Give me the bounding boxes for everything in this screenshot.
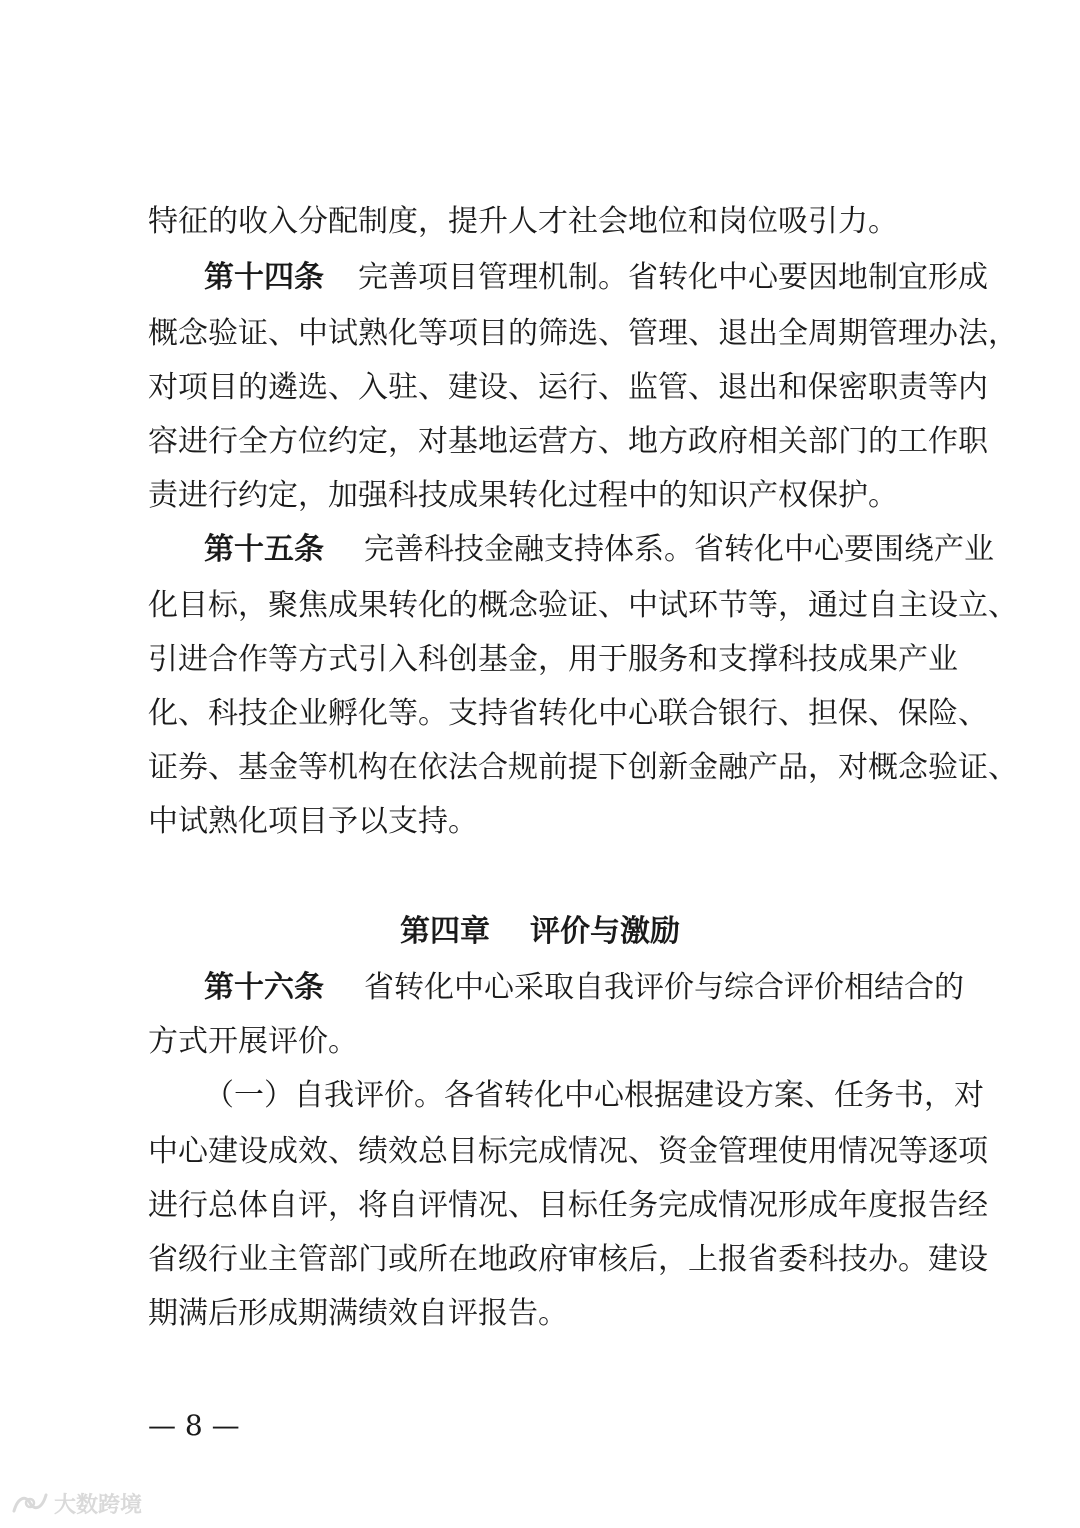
article-16-lead: 省转化中心采取自我评价与综合评价相结合的 bbox=[364, 970, 964, 1005]
article-16-label: 第十六条 bbox=[204, 970, 324, 1005]
chapter-number: 第四章 bbox=[400, 914, 490, 949]
text-line: 概念验证、中试熟化等项目的筛选、管理、退出全周期管理办法， bbox=[148, 316, 1018, 351]
text-line: 引进合作等方式引入科创基金，用于服务和支撑科技成果产业 bbox=[148, 642, 958, 677]
page-number: — 8 — bbox=[148, 1409, 240, 1442]
text-line: 化、科技企业孵化等。支持省转化中心联合银行、担保、保险、 bbox=[148, 696, 988, 731]
text-line: 期满后形成期满绩效自评报告。 bbox=[148, 1296, 568, 1331]
text-line: 中心建设成效、绩效总目标完成情况、资金管理使用情况等逐项 bbox=[148, 1134, 988, 1169]
article-15-lead: 完善科技金融支持体系。省转化中心要围绕产业 bbox=[364, 532, 994, 567]
chapter-title: 评价与激励 bbox=[530, 914, 680, 949]
article-14-label: 第十四条 bbox=[204, 260, 324, 295]
article-14-lead: 完善项目管理机制。省转化中心要因地制宜形成 bbox=[358, 260, 988, 295]
watermark-text: 大数跨境 bbox=[54, 1492, 143, 1518]
text-line: （一）自我评价。各省转化中心根据建设方案、任务书，对 bbox=[204, 1078, 984, 1113]
watermark-logo-icon bbox=[10, 1489, 50, 1517]
text-line: 中试熟化项目予以支持。 bbox=[148, 804, 478, 839]
chapter-heading bbox=[0, 912, 1080, 952]
text-line: 省级行业主管部门或所在地政府审核后，上报省委科技办。建设 bbox=[148, 1242, 988, 1277]
article-15-line bbox=[204, 530, 994, 570]
text-line: 责进行约定，加强科技成果转化过程中的知识产权保护。 bbox=[148, 478, 898, 513]
text-line: 容进行全方位约定，对基地运营方、地方政府相关部门的工作职 bbox=[148, 424, 988, 459]
article-15-label: 第十五条 bbox=[204, 532, 324, 567]
text-line: 进行总体自评，将自评情况、目标任务完成情况形成年度报告经 bbox=[148, 1188, 988, 1223]
text-line: 化目标，聚焦成果转化的概念验证、中试环节等，通过自主设立、 bbox=[148, 588, 1018, 623]
text-line: 证券、基金等机构在依法合规前提下创新金融产品，对概念验证、 bbox=[148, 750, 1018, 785]
text-line: 方式开展评价。 bbox=[148, 1024, 358, 1059]
text-line: 对项目的遴选、入驻、建设、运行、监管、退出和保密职责等内 bbox=[148, 370, 988, 405]
watermark bbox=[10, 1488, 142, 1518]
article-14-line bbox=[204, 258, 988, 298]
text-line: 特征的收入分配制度，提升人才社会地位和岗位吸引力。 bbox=[148, 204, 898, 239]
article-16-line bbox=[204, 968, 964, 1008]
